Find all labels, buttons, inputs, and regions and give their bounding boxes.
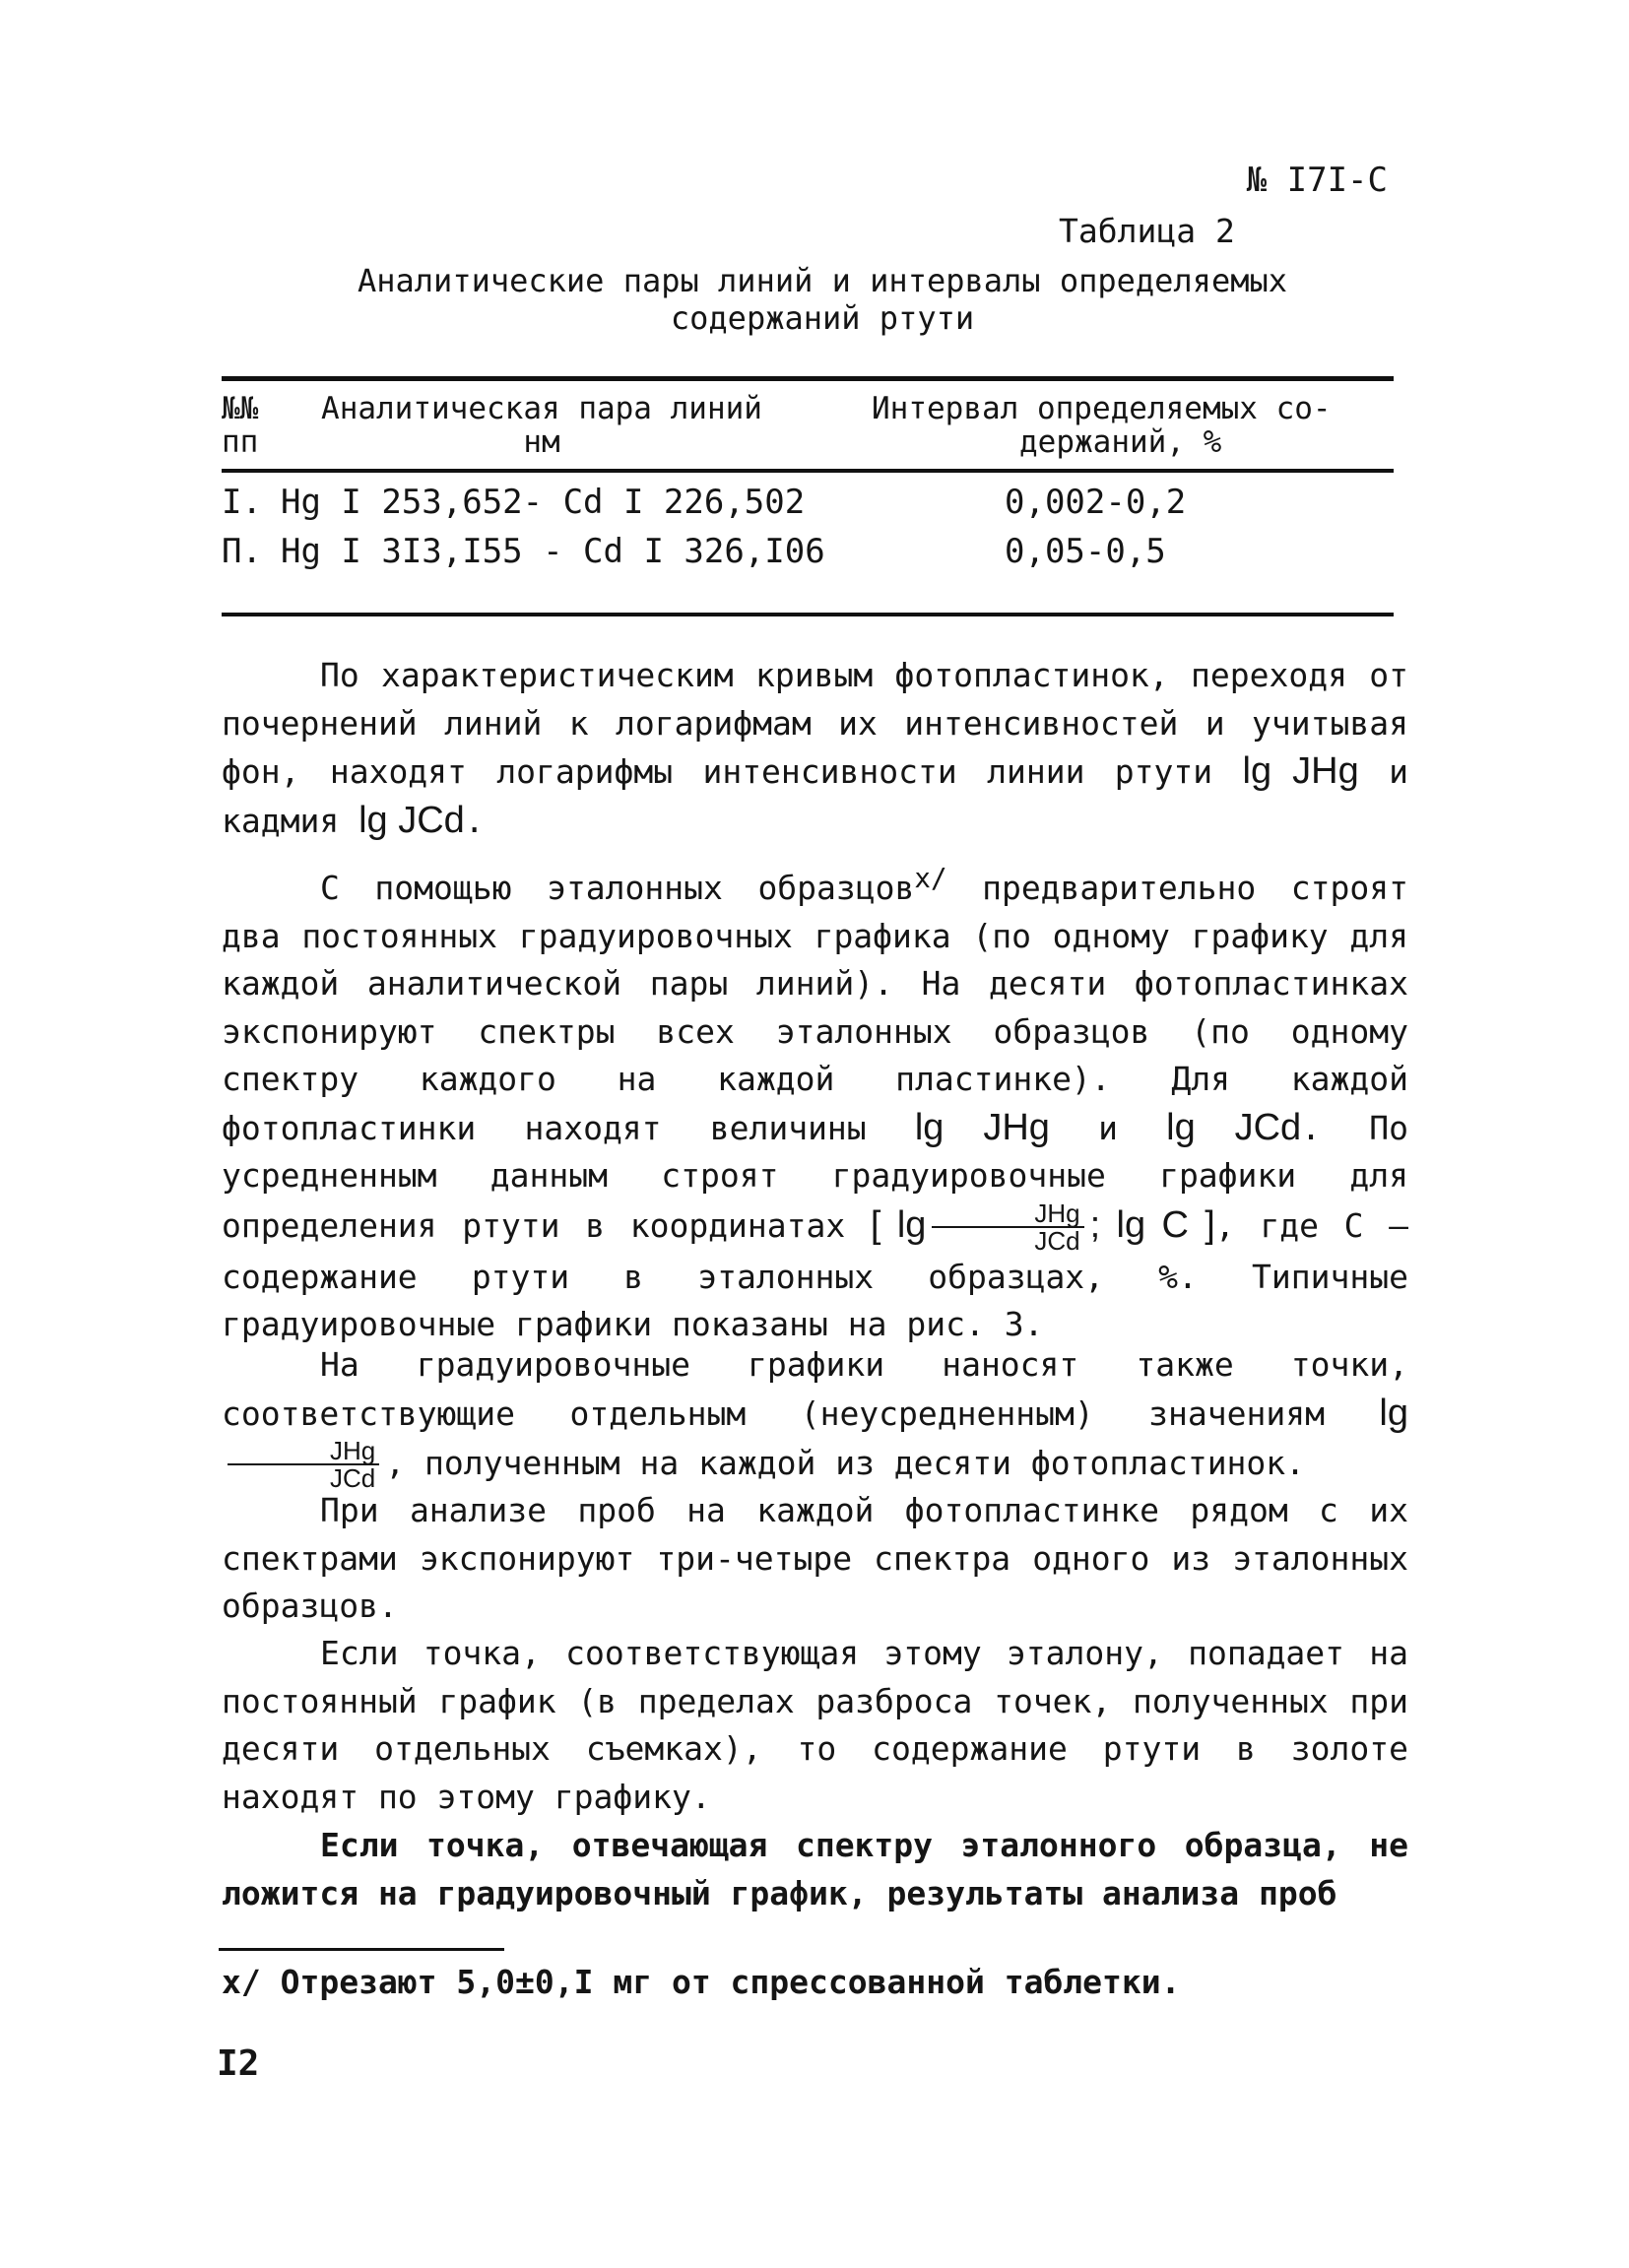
table-header-rule	[222, 469, 1394, 473]
intensity-ratio-fraction: $\frac{\text{JHg}}{\text{JCd}}$	[932, 1200, 1083, 1254]
footnote-marker: х/	[914, 863, 947, 894]
table-title-line1: Аналитические пары линий и интервалы определяемых	[357, 262, 1287, 299]
table-row-1-pair: Hg I 253,652- Cd I 226,502	[281, 483, 806, 522]
paragraph-5: Если точка, соответствующая этому эталону, попадает на постоянный график (в пределах разброса точек, полученных при десяти отдельных съемках), то содержание ртути в золоте находят по этому графику.	[222, 1634, 1408, 1816]
formula-lg-j-hg: lg JHg	[1242, 750, 1359, 792]
table-row-1-number: I.	[222, 483, 262, 522]
paragraph-4: При анализе проб на каждой фотопластинке рядом с их спектрами экспонируют три-четыре спектра одного из эталонных образцов.	[222, 1491, 1408, 1625]
table-title	[207, 262, 1438, 337]
paragraph-6: Если точка, отвечающая спектру эталонного образца, не ложится на градуировочный график, результаты анализа проб	[222, 1826, 1408, 1912]
col-header-number-line2: пп	[222, 424, 259, 460]
col-header-interval-line1: Интервал определяемых со-	[872, 391, 1332, 426]
col-header-interval	[872, 392, 1394, 459]
col-header-pair-line1: Аналитическая пара линий	[321, 391, 762, 426]
footnote-rule	[219, 1948, 504, 1951]
page-number: I2	[217, 2043, 260, 2084]
table-title-line2: содержаний ртути	[670, 299, 975, 337]
document-number: № I7I-С	[1246, 161, 1388, 200]
footnote: х/ Отрезают 5,0±0,I мг от спрессованной таблетки.	[222, 1963, 1181, 2001]
formula-lg-j-hg-2: lg JHg	[914, 1106, 1050, 1148]
paragraph-1: По характеристическим кривым фотопластинок, переходя от почернений линий к логарифмам их интенсивностей и учитывая фон, находят логарифмы интенсивности линии ртути lg JHg и кадмия lg JCd.	[222, 656, 1408, 841]
table-row-2-pair: Hg I 3I3,I55 - Cd I 326,I06	[281, 532, 825, 571]
table-caption: Таблица 2	[1059, 212, 1235, 250]
ratio-fraction: $\frac{\text{JHg}}{\text{JCd}}$	[228, 1438, 379, 1491]
table-row-2-number: П.	[222, 532, 262, 571]
table-row-1-interval: 0,002-0,2	[1005, 483, 1187, 522]
coordinate-formula: [ lg $\frac{\text{JHg}}{\text{JCd}}$ ; lg C ]	[870, 1198, 1215, 1256]
col-header-number	[222, 392, 258, 459]
col-header-pair-line2: нм	[523, 424, 560, 460]
table-bottom-rule	[222, 613, 1394, 616]
col-header-number-line1: №№	[222, 391, 259, 426]
col-header-interval-line2: держаний, %	[1019, 424, 1222, 460]
table-row-2-interval: 0,05-0,5	[1005, 532, 1166, 571]
formula-lg-j-cd-2: lg JCd	[1166, 1106, 1302, 1148]
table-top-rule	[222, 376, 1394, 381]
formula-lg-j-cd: lg JCd	[358, 799, 465, 841]
paragraph-2: С помощью эталонных образцов$^{х/}$ предварительно строят два постоянных градуировочных графика (по одному графику для каждой аналитической пары линий). На десяти фотопластинках экспонируют спектры всех эталонных образцов (по одному спектру каждого на каждой пластинке). Для каждой фотопластинки находят величины lg JHg и lg JCd. По усредненным данным строят градуировочные графики для определения ртути в координатах [ lg $\frac{\text{JHg}}{\text{JCd}}$ ; lg C ], где С – содержание ртути в эталонных образцах, %. Типичные градуировочные графики показаны на рис. 3.	[222, 863, 1408, 1343]
col-header-pair	[300, 392, 783, 459]
formula-lg-ratio: lg $\frac{\text{JHg}}{\text{JCd}}$	[222, 1393, 1408, 1484]
paragraph-3: На градуировочные графики наносят также точки, соответствующие отдельным (неусредненным) значениям lg $\frac{\text{JHg}}{\text{JCd}}$ , полученным на каждой из десяти фотопластинок.	[222, 1345, 1408, 1493]
